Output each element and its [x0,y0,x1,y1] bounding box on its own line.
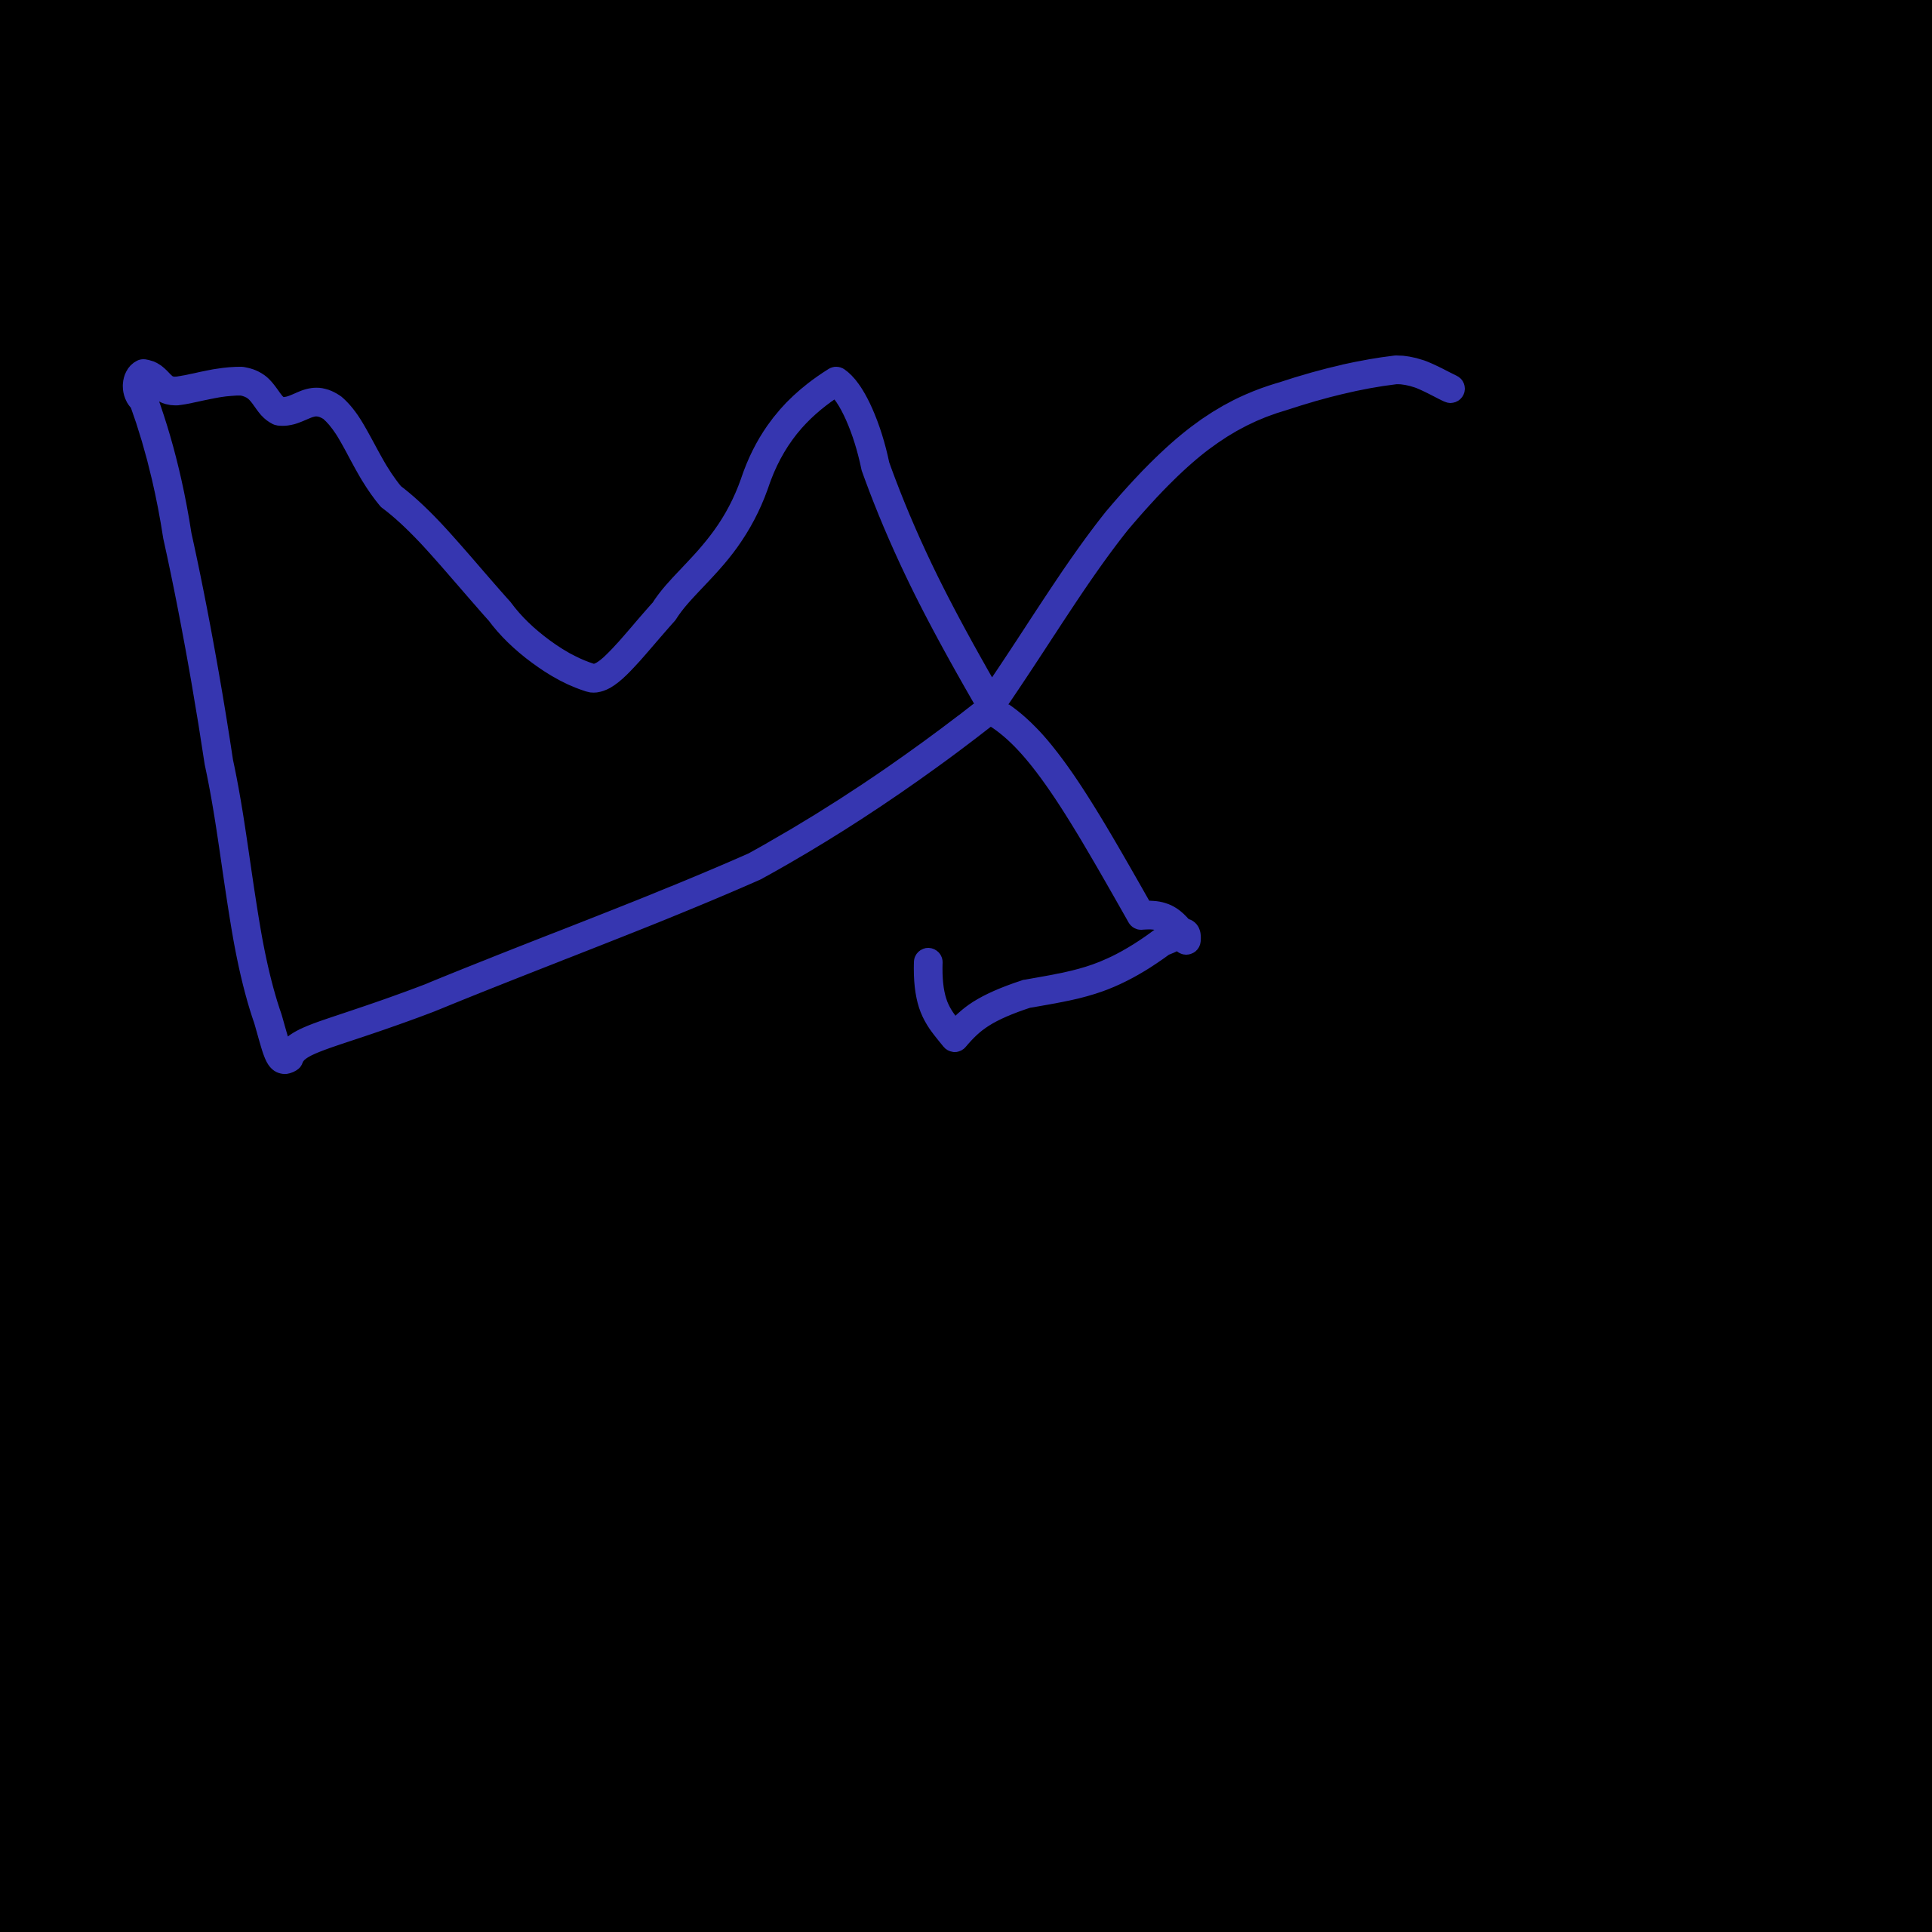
doodle-stroke [137,370,1451,1060]
